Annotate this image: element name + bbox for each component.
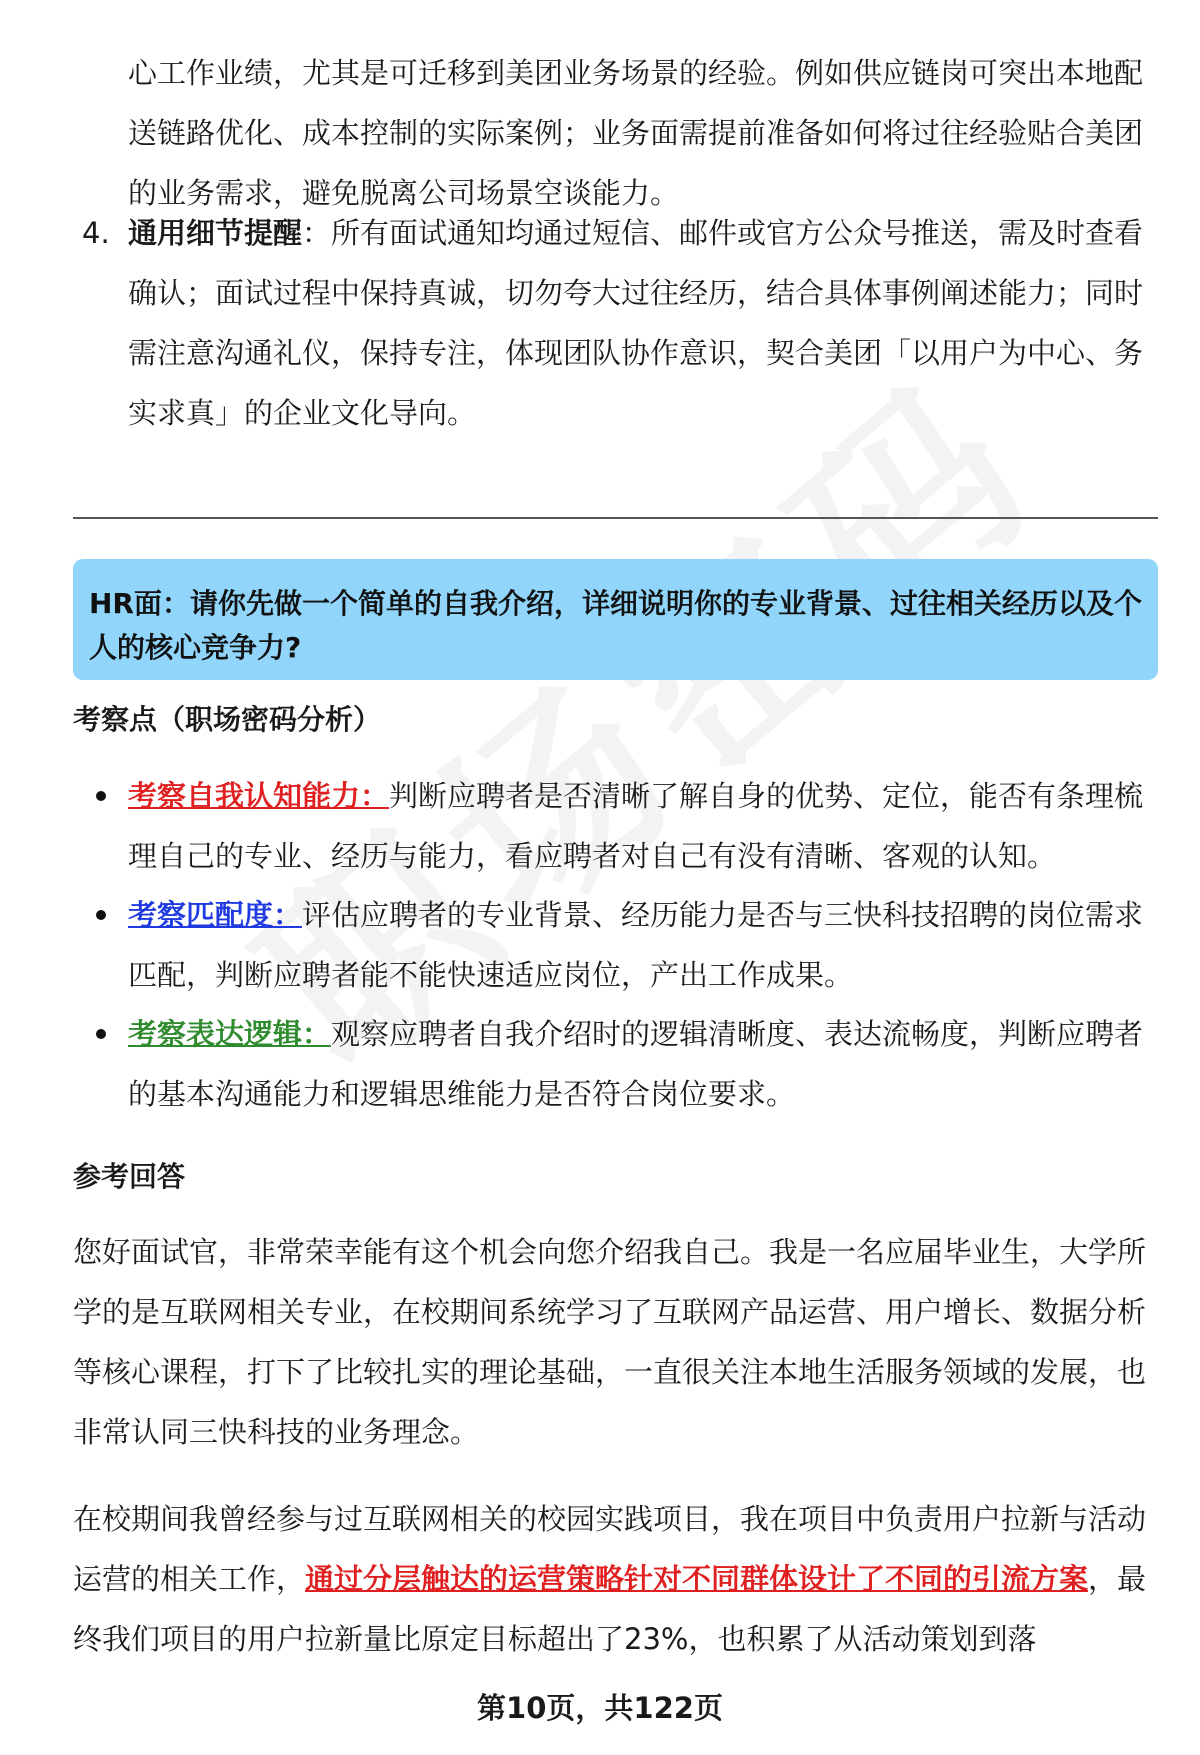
analysis-text: 评估应聘者的专业背景、经历能力是否与三快科技招聘的岗位需求匹配，判断应聘者能不能快速适应岗位，产出工作成果。 [128, 898, 1144, 992]
analysis-keyword: 考察表达逻辑： [128, 1017, 332, 1051]
list-item-title: 通用细节提醒 [128, 216, 303, 250]
analysis-point-3 [128, 1004, 1148, 1124]
answer-text: ，最终我们项目的用户拉新量比原定目标超出了23%，也积累了从活动策划到落 [73, 1562, 1147, 1656]
page-number: 第10页，共122页 [477, 1691, 723, 1725]
question-text: HR面：请你先做一个简单的自我介绍，详细说明你的专业背景、过往相关经历以及个人的核心竞争力? [89, 587, 1142, 664]
bullet-icon [96, 791, 106, 801]
analysis-keyword: 考察匹配度： [128, 898, 303, 932]
answer-text: 在校期间我曾经参与过互联网相关的校园实践项目，我在项目中负责用户拉新与活动运营的相关工作， [73, 1502, 1147, 1596]
answer-paragraph-1: 您好面试官，非常荣幸能有这个机会向您介绍我自己。我是一名应届毕业生，大学所学的是互联网相关专业，在校期间系统学习了互联网产品运营、用户增长、数据分析等核心课程，打下了比较扎实的理论基础，一直很关注本地生活服务领域的发展，也非常认同三快科技的业务理念。 [73, 1235, 1147, 1449]
bullet-icon [96, 910, 106, 920]
analysis-point-1 [128, 766, 1148, 886]
analysis-title: 考察点（职场密码分析） [73, 703, 382, 736]
answer-paragraph-2 [73, 1489, 1153, 1669]
answer-highlight: 通过分层触达的运营策略针对不同群体设计了不同的引流方案 [305, 1562, 1089, 1596]
section-divider [73, 517, 1158, 519]
question-box [73, 559, 1158, 680]
analysis-text: 判断应聘者是否清晰了解自身的优势、定位，能否有条理梳理自己的专业、经历与能力，看应聘者对自己有没有清晰、客观的认知。 [128, 779, 1144, 873]
bullet-icon [96, 1029, 106, 1039]
analysis-text: 观察应聘者自我介绍时的逻辑清晰度、表达流畅度，判断应聘者的基本沟通能力和逻辑思维能力是否符合岗位要求。 [128, 1017, 1144, 1111]
answer-title: 参考回答 [73, 1160, 186, 1193]
list-item-number: 4. [82, 216, 110, 250]
analysis-keyword: 考察自我认知能力： [128, 779, 390, 813]
analysis-point-2 [128, 885, 1148, 1005]
list-item-4 [128, 203, 1148, 443]
intro-continuation: 心工作业绩，尤其是可迁移到美团业务场景的经验。例如供应链岗可突出本地配送链路优化、成本控制的实际案例；业务面需提前准备如何将过往经验贴合美团的业务需求，避免脱离公司场景空谈能力。 [128, 56, 1144, 210]
list-item-text: ：所有面试通知均通过短信、邮件或官方公众号推送，需及时查看确认；面试过程中保持真诚，切勿夸大过往经历，结合具体事例阐述能力；同时需注意沟通礼仪，保持专注，体现团队协作意识，契合美团「以用户为中心、务实求真」的企业文化导向。 [128, 216, 1144, 430]
